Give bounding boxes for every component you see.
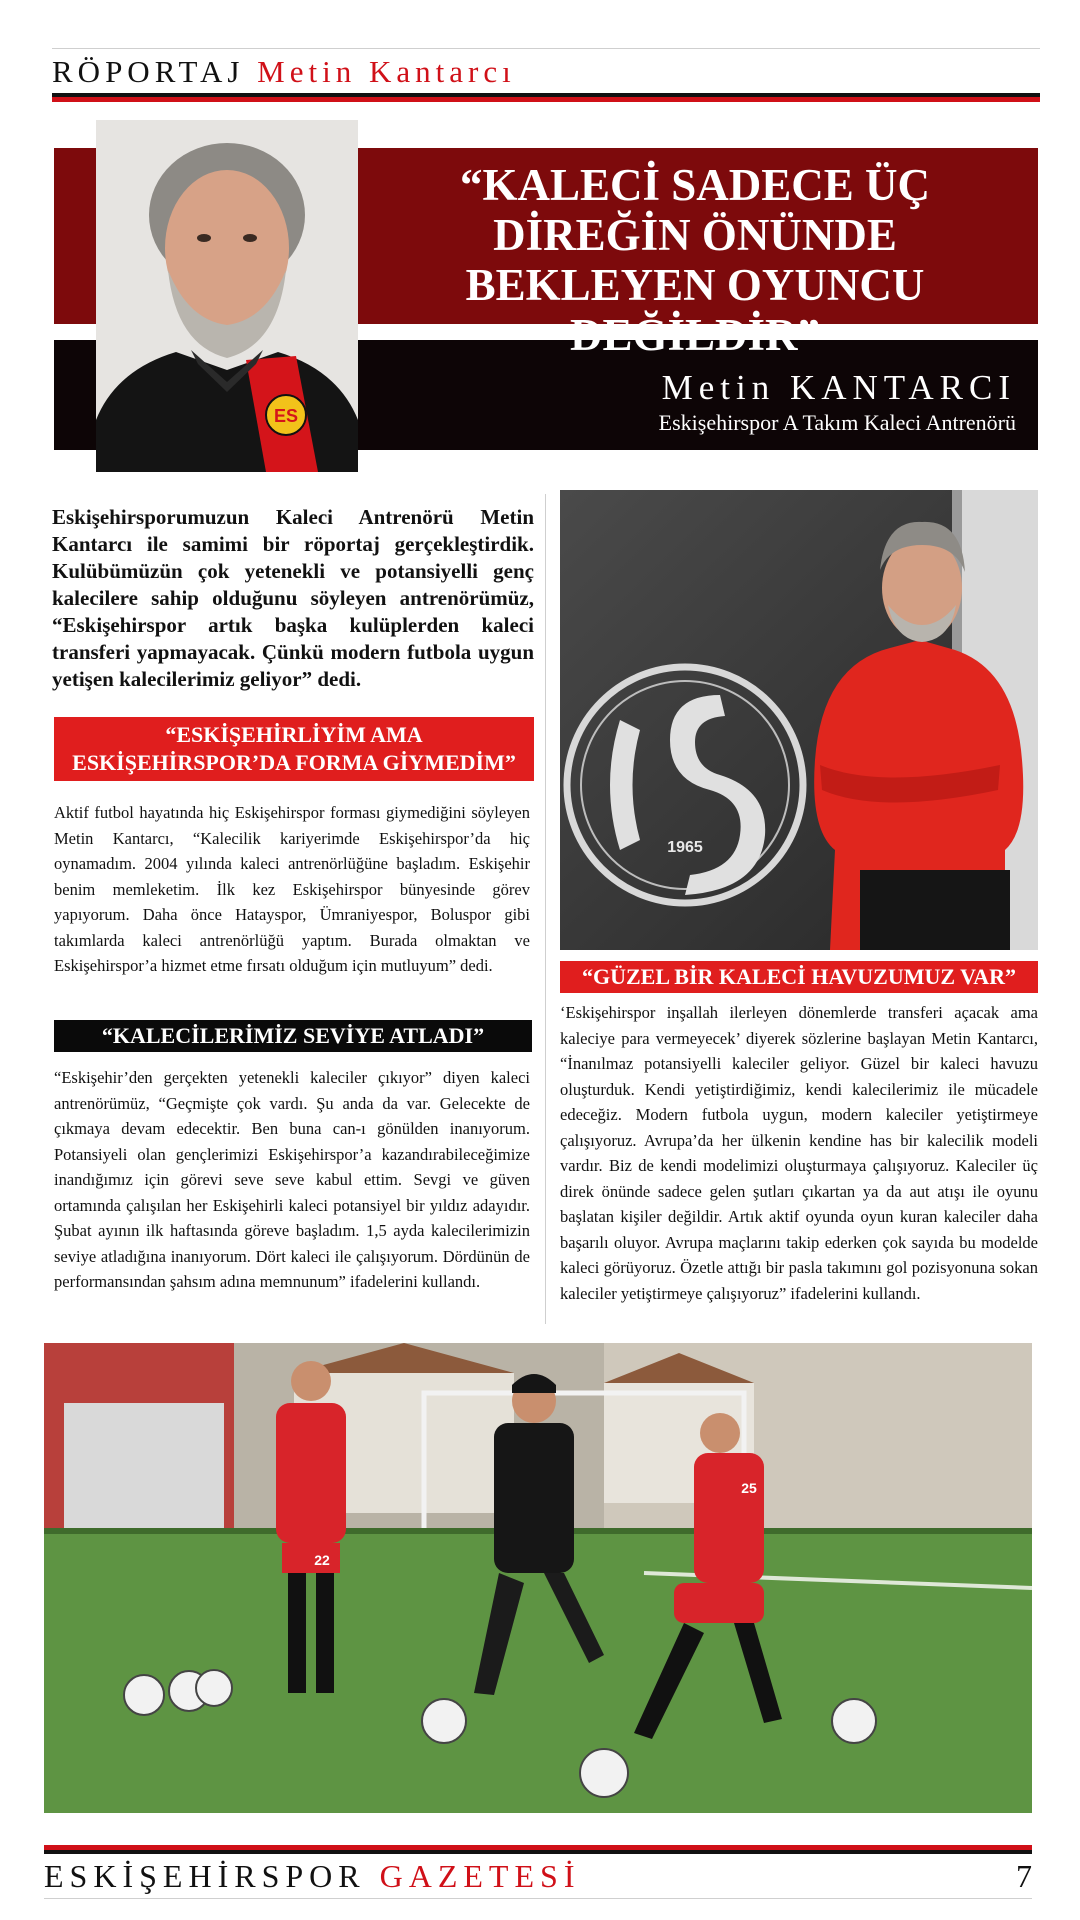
header-section-label: RÖPORTAJ (52, 54, 245, 89)
svg-text:ES: ES (273, 406, 299, 426)
section-heading-seviye-atladi: “KALECİLERİMİZ SEVİYE ATLADI” (54, 1020, 532, 1052)
section-body-seviye-atladi: “Eskişehir’den gerçekten yetenekli kaleciler çıkıyor” diyen kaleci antrenörümüz, “Geçmişte çok vardı. Şu anda da var. Gelecekte de çıkmaya devam edecektir. Ben buna can-ı gönülden inanıyorum. Potansiyeli olan gençlerimizi Eskişehirspor’a kazandırabileceğimize inandığımız için görevi seve seve kabul ettim. Sevgi ve güven ortamında çalışılan her Eskişehirli kaleci potansiyel bir yıldız adayıdır. Şubat ayının ilk haftasında göreve başladım. 1,5 ayda kalecilerimizin seviye atladığına inanıyorum. Dört kaleci ile çalışıyorum. Dördünün de performansından şahsım adına memnunum” ifadelerini kullandı. (54, 1068, 530, 1291)
hero-quote: “KALECİ SADECE ÜÇ DİREĞİN ÖNÜNDE BEKLEYEN OYUNCU DEĞİLDİR” (459, 160, 931, 360)
emblem-year: 1965 (667, 839, 703, 856)
publication-name-first: ESKİŞEHİRSPOR (44, 1858, 366, 1894)
header-title (52, 49, 1040, 89)
publication-name-second: GAZETESİ (379, 1858, 581, 1894)
page-footer (44, 1845, 1032, 1899)
header-red-bar (52, 97, 1040, 102)
interviewee-name: Metin KANTARCI (661, 368, 1016, 407)
footer-row (44, 1854, 1032, 1898)
jersey-number-right: 25 (741, 1480, 757, 1496)
header-interviewee: Metin Kantarcı (257, 54, 516, 89)
intro-paragraph: Eskişehirsporumuzun Kaleci Antrenörü Metin Kantarcı ile samimi bir röportaj gerçekleştirdik. Kulübümüzün çok yetenekli ve potansiyelli genç kalecilere sahip olduğunu söyleyen antrenörümüz, “Eskişehirspor artık başka kulüplerden kaleci transferi yapmayacak. Çünkü modern futbola uygun yetişen kalecilerimiz geliyor” dedi. (52, 505, 534, 691)
coach-portrait-photo (96, 120, 358, 472)
section-heading-kaleci-havuzu: “GÜZEL BİR KALECİ HAVUZUMUZ VAR” (560, 961, 1038, 993)
footer-bottom-rule (44, 1898, 1032, 1899)
page-header (52, 48, 1040, 102)
jersey-number-left: 22 (314, 1552, 330, 1568)
page-number: 7 (1016, 1858, 1032, 1894)
section-body-eskisehirliyim: Aktif futbol hayatında hiç Eskişehirspor forması giymediğini söyleyen Metin Kantarcı, “Kalecilik kariyerimde Eskişehirspor’da hiç oynamadım. 2004 yılında kaleci antrenörlüğüne başladım. Eskişehir benim memleketim. İlk kez Eskişehirspor bünyesinde görev yapıyorum. Daha önce Hatayspor, Ümraniyespor, Boluspor gibi takımlarda kaleci antrenörlüğü yaptım. Burada olmaktan ve Eskişehirspor’a hizmet etme fırsatı olduğum için mutluyum” dedi. (54, 803, 530, 975)
interviewee-role: Eskişehirspor A Takım Kaleci Antrenörü (658, 410, 1016, 435)
training-goalkeepers-photo (44, 1343, 1032, 1813)
section-heading-eskisehirliyim: “ESKİŞEHİRLİYİM AMA ESKİŞEHİRSPOR’DA FORMA GİYMEDİM” (54, 717, 534, 781)
publication-name (44, 1858, 580, 1895)
column-divider (545, 494, 546, 1324)
section-body-kaleci-havuzu: ‘Eskişehirspor inşallah ilerleyen dönemlerde transferi açacak ama kaleciye para vermeyecek’ diyerek sözlerine başlayan Metin Kantarcı, “İnanılmaz potansiyelli kaleciler geliyor. Güzel bir kaleci havuzu oluşturduk. Kendi yetiştirdiğimiz, kendi kalecilerimiz ile mücadele edeceğiz. Modern futbola uygun, modern kaleciler yetiştirmeye çalışıyoruz. Avrupa’da her ülkenin kendine has bir kalecilik modeli vardır. Biz de kendi modelimizi oluşturmaya çalışıyoruz. Kaleciler üç direk önünde sadece gelen şutları çıkartan ya da aut atışı ile oyunu başlatan kişiler değildir. Artık aktif oyunda oyun kuran kaleciler daha başarılı oluyor. Avrupa maçlarını takip ederken çok sayıda bu modelde kaleci görüyoruz. Özetle attığı bir pasla takımını gol pozisyonuna sokan kaleciler yetiştirmeye çalışıyoruz” ifadelerini kullandı. (560, 1003, 1038, 1303)
coach-with-emblem-photo (560, 490, 1038, 950)
